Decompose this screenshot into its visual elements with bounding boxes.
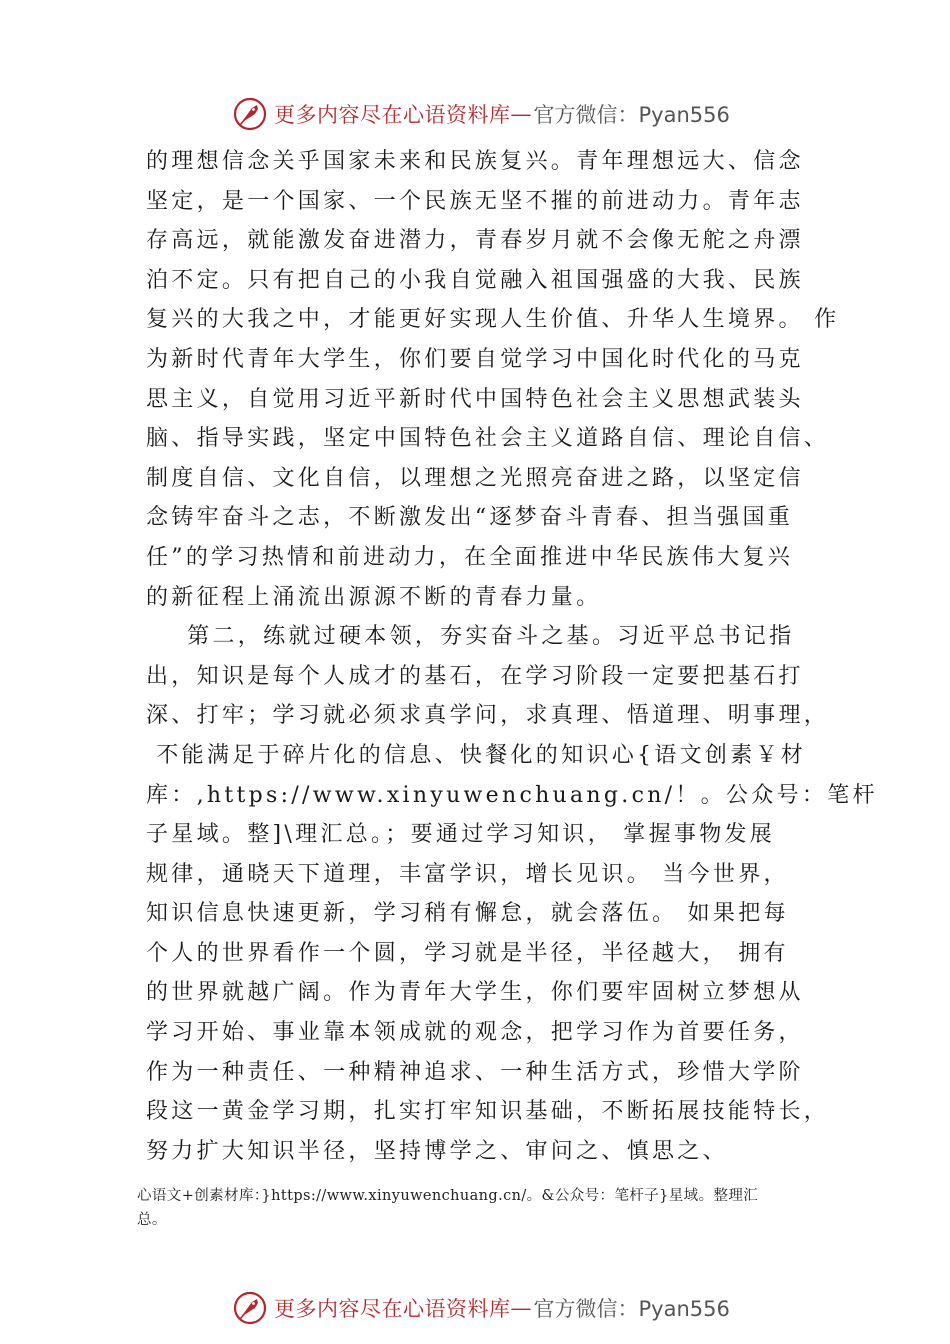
banner-separator: — [510,1296,532,1320]
body-line: 为新时代青年大学生，你们要自觉学习中国化时代化的马克 [146,346,804,372]
body-line: 制度自信、文化自信，以理想之光照亮奋进之路，以坚定信 [146,465,804,491]
body-line: 作为一种责任、一种精神追求、一种生活方式，珍惜大学阶 [146,1059,804,1085]
body-line: 深、打牢；学习就必须求真学问，求真理、悟道理、明事理， [146,703,830,729]
body-line: 规律，通晓天下道理，丰富学识，增长见识。 当今世界， [146,861,789,887]
body-line: 任”的学习热情和前进动力，在全面推进中华民族伟大复兴 [146,544,794,570]
body-line: 学习开始、事业靠本领成就的观念，把学习作为首要任务， [146,1020,804,1046]
body-line: 坚定，是一个国家、一个民族无坚不摧的前进动力。青年志 [146,188,804,214]
body-line: 第二，练就过硬本领，夯实奋斗之基。习近平总书记指 [146,624,795,650]
body-line: 段这一黄金学习期，扎实打牢知识基础，不断拓展技能特长， [146,1099,830,1125]
body-line: 脑、指导实践，坚定中国特色社会主义道路自信、理论自信、 [146,426,830,452]
pen-nib-logo-icon [232,1290,268,1326]
body-line: 出，知识是每个人成才的基石，在学习阶段一定要把基石打 [146,663,804,689]
banner-separator: — [510,102,532,126]
pen-nib-logo-icon [232,96,268,132]
footer-banner [232,1288,730,1328]
footnote [137,1184,837,1232]
header-banner [232,94,730,134]
body-line: 复兴的大我之中，才能更好实现人生价值、升华人生境界。 作 [146,307,840,333]
body-line: 子星域。整]\理汇总。；要通过学习知识， 掌握事物发展 [146,822,776,848]
footnote-line: 心语文+创素材库：}https://www.xinyuwenchuang.cn/。&公众号：笔杆子}星域。整理汇 [137,1188,759,1204]
footnote-line: 总。 [137,1212,167,1228]
body-line: 个人的世界看作一个圆，学习就是半径，半径越大， 拥有 [146,940,789,966]
body-line: 努力扩大知识半径，坚持博学之、审问之、慎思之、 [146,1138,728,1164]
body-line: 知识信息快速更新，学习稍有懈怠，就会落伍。 如果把每 [146,901,789,927]
body-line: 的新征程上涌流出源源不断的青春力量。 [146,584,602,610]
body-line: 念铸牢奋斗之志，不断激发出“逐梦奋斗青春、担当强国重 [146,505,794,531]
body-line: 的理想信念关乎国家未来和民族复兴。青年理想远大、信念 [146,149,804,174]
body-line: 思主义，自觉用习近平新时代中国特色社会主义思想武装头 [146,386,804,412]
banner-title: 更多内容尽在心语资料库 [274,103,511,127]
body-line: 存高远，就能激发奋进潜力，青春岁月就不会像无舵之舟漂 [146,228,804,254]
banner-title: 更多内容尽在心语资料库 [274,1297,511,1321]
banner-contact: 官方微信：Pyan556 [533,1297,730,1321]
document-body [146,142,878,1171]
body-line: 不能满足于碎片化的信息、快餐化的知识心{语文创素￥材 [146,742,807,768]
body-line: 泊不定。只有把自己的小我自觉融入祖国强盛的大我、民族 [146,267,804,293]
body-line: 库：,https://www.xinyuwenchuang.cn/！。公众号：笔杆 [146,782,878,808]
banner-contact: 官方微信：Pyan556 [533,103,730,127]
body-line: 的世界就越广阔。作为青年大学生，你们要牢固树立梦想从 [146,980,804,1006]
